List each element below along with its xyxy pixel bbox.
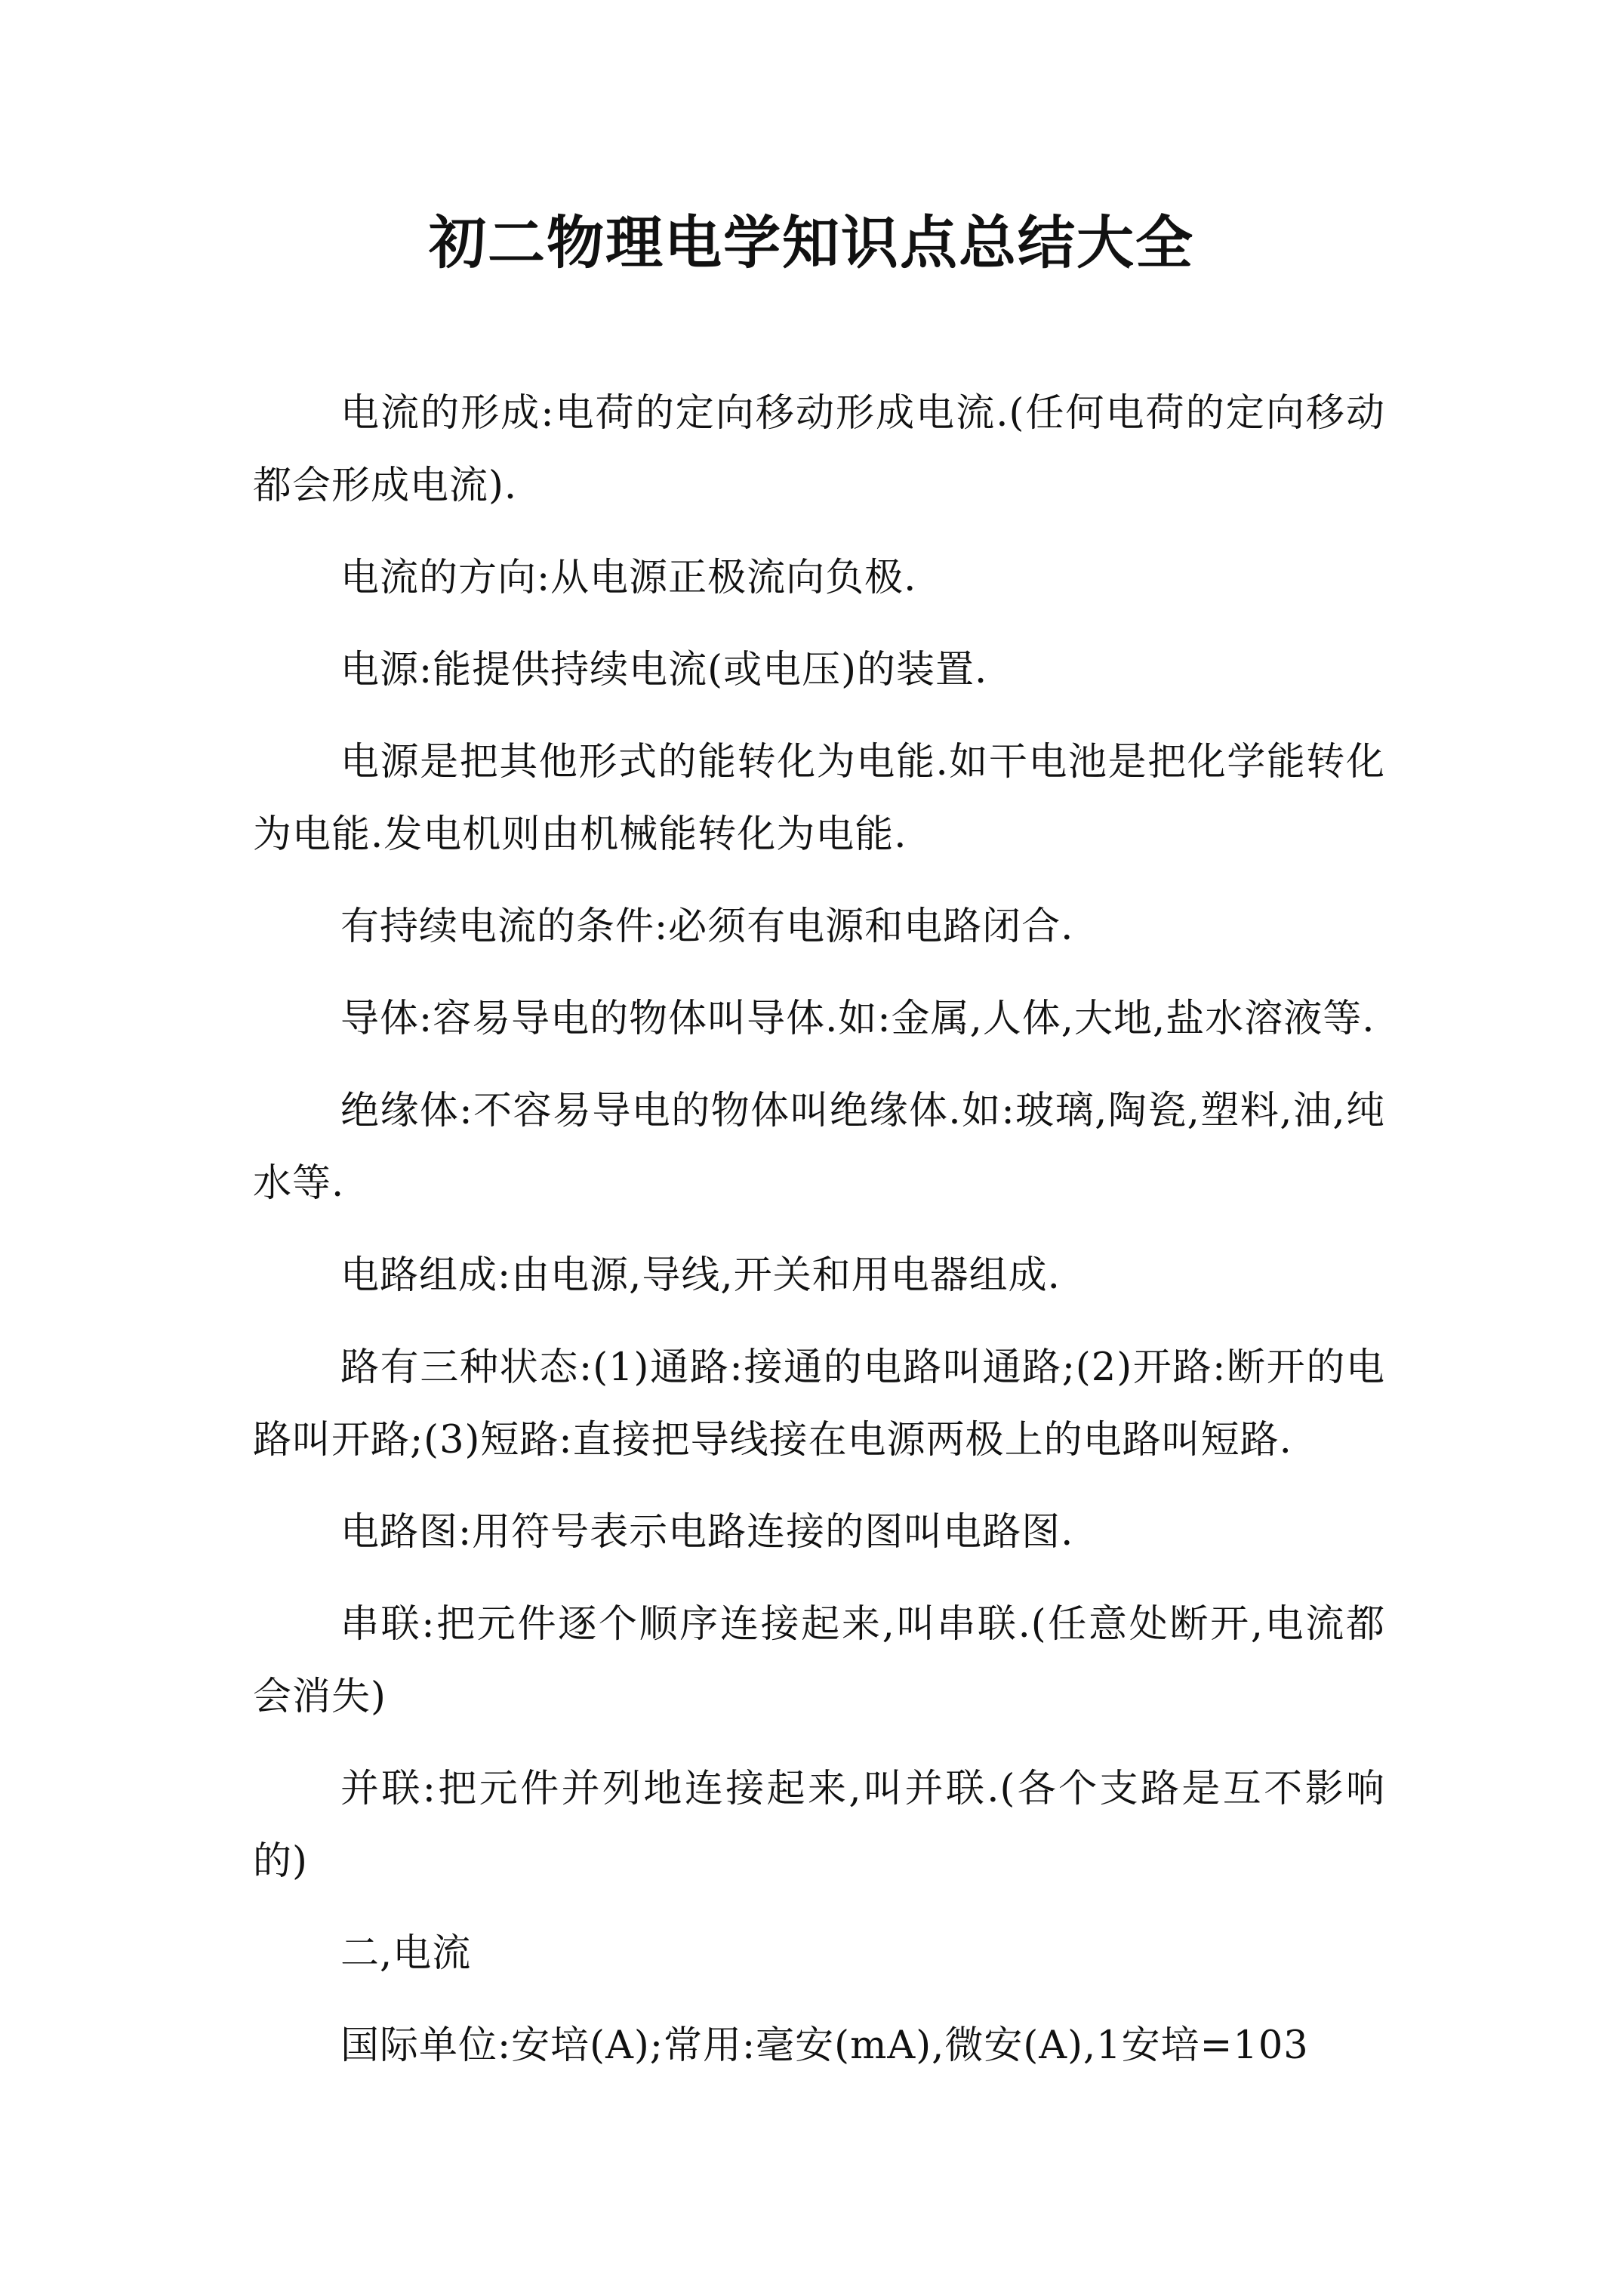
- paragraph-continuous-current: 有持续电流的条件:必须有电源和电路闭合.: [340, 905, 1074, 949]
- paragraph-current-direction: 电流的方向:从电源正极流向负极.: [340, 556, 917, 600]
- paragraph-energy-conversion: 电源是把其他形式的能转化为电能.如干电池是把化学能转化为电能.发电机则由机械能转化为电能.: [253, 740, 1385, 857]
- paragraph-conductor: 导体:容易导电的物体叫导体.如:金属,人体,大地,盐水溶液等.: [340, 997, 1375, 1041]
- paragraph-circuit-diagram: 电路图:用符号表示电路连接的图叫电路图.: [340, 1510, 1074, 1555]
- paragraph-series: 串联:把元件逐个顺序连接起来,叫串联.(任意处断开,电流都会消失): [253, 1602, 1385, 1719]
- paragraph-units: 国际单位:安培(A);常用:毫安(mA),微安(A),1安培=103: [340, 2023, 1309, 2068]
- document-body: [253, 378, 1385, 2102]
- paragraph-circuit-states: 路有三种状态:(1)通路:接通的电路叫通路;(2)开路:断开的电路叫开路;(3)短路:直接把导线接在电源两极上的电路叫短路.: [253, 1345, 1385, 1462]
- paragraph-insulator: 绝缘体:不容易导电的物体叫绝缘体.如:玻璃,陶瓷,塑料,油,纯水等.: [253, 1089, 1385, 1206]
- paragraph-parallel: 并联:把元件并列地连接起来,叫并联.(各个支路是互不影响的): [253, 1767, 1385, 1884]
- paragraph-circuit-composition: 电路组成:由电源,导线,开关和用电器组成.: [340, 1253, 1061, 1298]
- section-heading-current: 二,电流: [340, 1931, 472, 1976]
- document-title: 初二物理电学知识点总结大全: [429, 209, 1194, 276]
- paragraph-power-source: 电源:能提供持续电流(或电压)的装置.: [340, 648, 988, 692]
- paragraph-current-formation: 电流的形成:电荷的定向移动形成电流.(任何电荷的定向移动都会形成电流).: [253, 391, 1385, 508]
